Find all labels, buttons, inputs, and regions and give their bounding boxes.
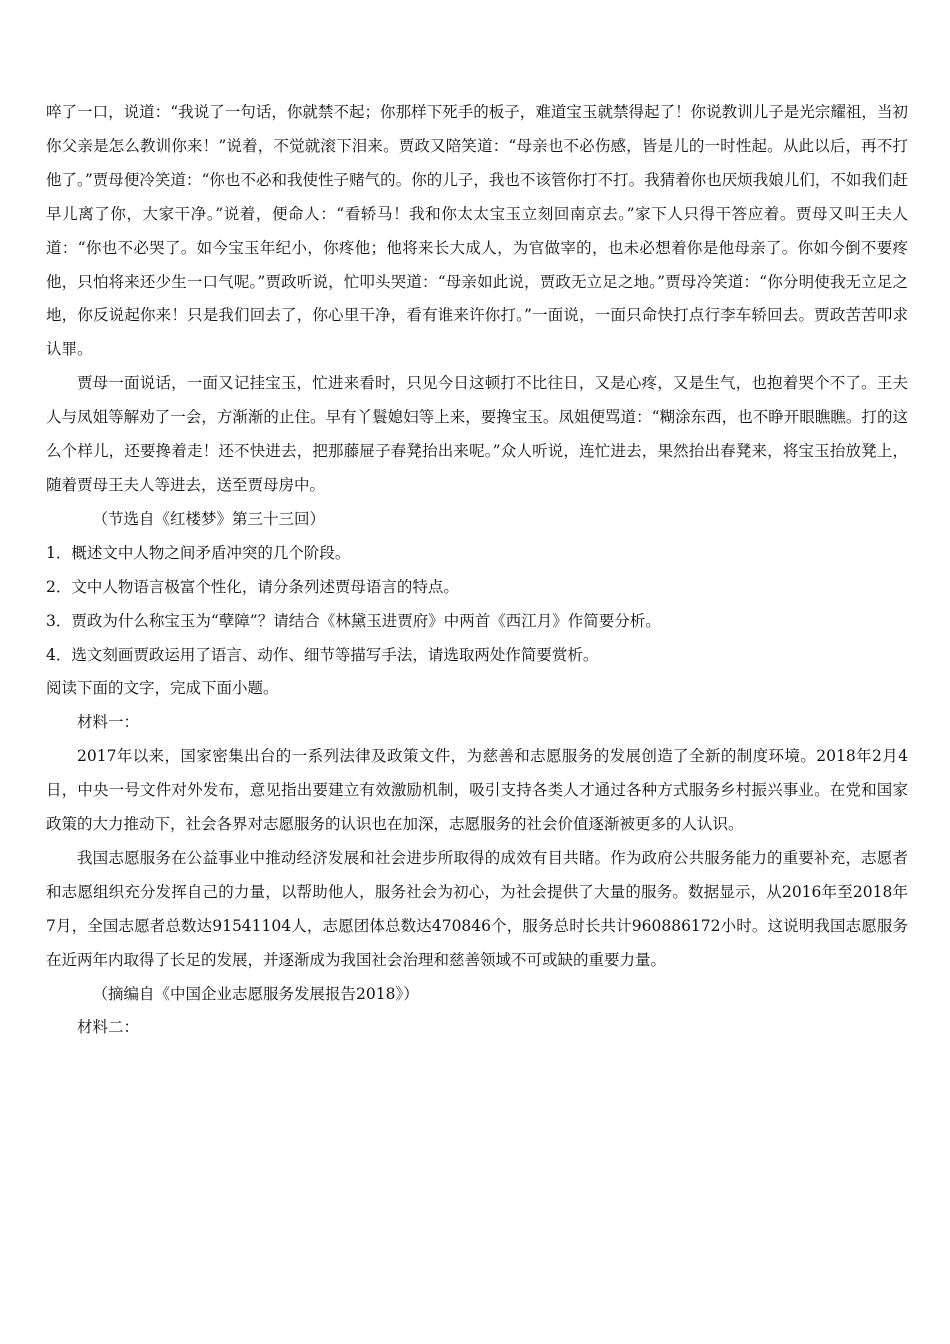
- material-1-source: （摘编自《中国企业志愿服务发展报告2018》）: [92, 984, 419, 1003]
- excerpt-source: （节选自《红楼梦》第三十三回）: [92, 509, 326, 528]
- question-1: 1．概述文中人物之间矛盾冲突的几个阶段。: [46, 543, 351, 562]
- material-1-paragraph-2: 我国志愿服务在公益事业中推动经济发展和社会进步所取得的成效有目共睹。作为政府公共服务能力的重要补充，志愿者和志愿组织充分发挥自己的力量，以帮助他人，服务社会为初心，为社会提供了大量的服务。数据显示，从2016年至2018年7月，全国志愿者总数达91541104人，志愿团体总数达470846个，服务总时长共计960886172小时。这说明我国志愿服务在近两年内取得了长足的发展，并逐渐成为我国社会治理和慈善领域不可或缺的重要力量。: [46, 848, 908, 969]
- material-1-paragraph-1: 2017年以来，国家密集出台的一系列法律及政策文件，为慈善和志愿服务的发展创造了全新的制度环境。2018年2月4日，中央一号文件对外发布，意见指出要建立有效激励机制，吸引支持各类人才通过各种方式服务乡村振兴事业。在党和国家政策的大力推动下，社会各界对志愿服务的认识也在加深，志愿服务的社会价值逐渐被更多的人认识。: [46, 747, 908, 834]
- story-paragraph-1: 啐了一口，说道：“我说了一句话，你就禁不起；你那样下死手的板子，难道宝玉就禁得起了！你说教训儿子是光宗耀祖，当初你父亲是怎么教训你来！”说着，不觉就滚下泪来。贾政又陪笑道：“母亲也不必伤感，皆是儿的一时性起。从此以后，再不打他了。”贾母便冷笑道：“你也不必和我使性子赌气的。你的儿子，我也不该管你打不打。我猜着你也厌烦我娘儿们，不如我们赶早儿离了你，大家干净。”说着，便命人：“看轿马！我和你太太宝玉立刻回南京去。”家下人只得干答应着。贾母又叫王夫人道：“你也不必哭了。如今宝玉年纪小，你疼他；他将来长大成人，为官做宰的，也未必想着你是他母亲了。你如今倒不要疼他，只怕将来还少生一口气呢。”贾政听说，忙叩头哭道：“母亲如此说，贾政无立足之地。”贾母冷笑道：“你分明使我无立足之地，你反说起你来！只是我们回去了，你心里干净，看有谁来许你打。”一面说，一面只命快打点行李车轿回去。贾政苦苦叩求认罪。: [46, 103, 908, 359]
- question-3: 3．贾政为什么称宝玉为“孽障”？请结合《林黛玉进贾府》中两首《西江月》作简要分析。: [46, 611, 661, 630]
- document-page: [46, 96, 908, 1045]
- story-paragraph-2: 贾母一面说话，一面又记挂宝玉，忙进来看时，只见今日这顿打不比往日，又是心疼，又是生气，也抱着哭个不了。王夫人与凤姐等解劝了一会，方渐渐的止住。早有丫鬟媳妇等上来，要搀宝玉。凤姐便骂道：“糊涂东西，也不睁开眼瞧瞧。打的这么个样儿，还要搀着走！还不快进去，把那藤屉子春凳抬出来呢。”众人听说，连忙进去，果然抬出春凳来，将宝玉抬放凳上，随着贾母王夫人等进去，送至贾母房中。: [46, 374, 908, 494]
- question-2: 2．文中人物语言极富个性化，请分条列述贾母语言的特点。: [46, 577, 459, 596]
- material-1-label: 材料一：: [77, 713, 140, 732]
- material-2-label: 材料二：: [77, 1018, 140, 1037]
- question-4: 4．选文刻画贾政运用了语言、动作、细节等描写手法，请选取两处作简要赏析。: [46, 645, 599, 664]
- reading-instruction: 阅读下面的文字，完成下面小题。: [46, 679, 279, 698]
